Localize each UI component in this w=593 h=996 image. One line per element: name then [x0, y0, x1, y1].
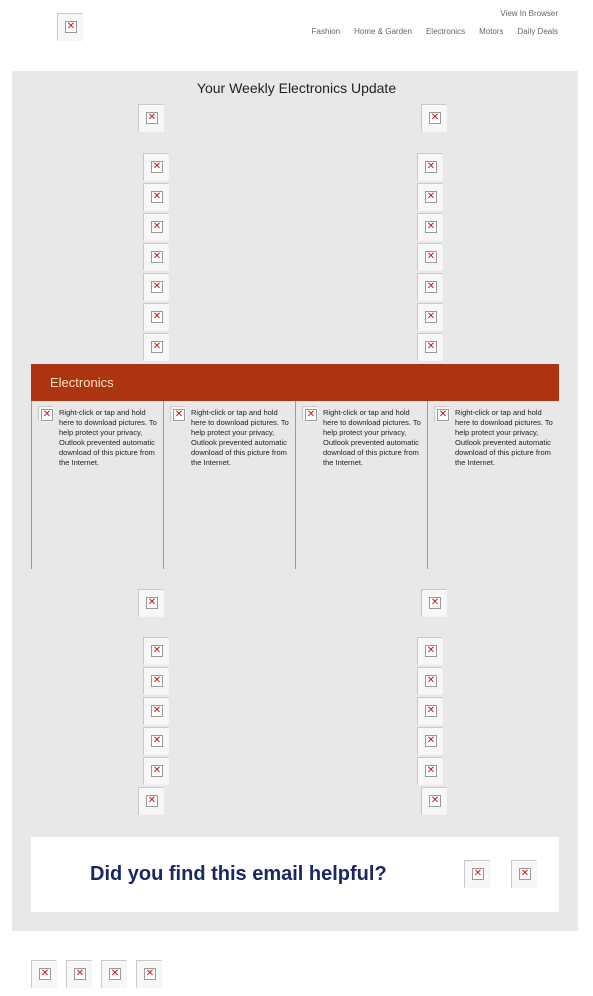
broken-image-icon: ✕: [426, 705, 436, 716]
broken-image-icon: ✕: [426, 191, 436, 202]
broken-image-icon: ✕: [430, 112, 440, 123]
feedback-question: Did you find this email helpful?: [90, 863, 387, 885]
broken-image-icon: ✕: [152, 765, 162, 776]
broken-image-icon: ✕: [66, 21, 76, 32]
blocked-image-text: Right-click or tap and hold here to download pictures. To help protect your privacy, Outlook prevented automatic download of this picture from the Internet.: [323, 408, 421, 467]
image-placeholder[interactable]: [143, 273, 169, 301]
product-columns: [31, 401, 559, 569]
image-placeholder[interactable]: [143, 757, 169, 785]
image-placeholder[interactable]: [143, 243, 169, 271]
broken-image-icon: ✕: [40, 968, 50, 979]
image-placeholder[interactable]: [417, 243, 443, 271]
image-placeholder[interactable]: [421, 787, 447, 815]
feedback-yes-button[interactable]: [464, 860, 490, 888]
footer-social-image[interactable]: [31, 960, 57, 988]
broken-image-icon: ✕: [152, 311, 162, 322]
broken-image-icon: ✕: [147, 597, 157, 608]
broken-image-icon: ✕: [152, 221, 162, 232]
product-column[interactable]: [427, 401, 559, 569]
image-placeholder[interactable]: [143, 667, 169, 695]
broken-image-icon: ✕: [42, 409, 52, 420]
broken-image-icon: ✕: [473, 868, 483, 879]
broken-image-icon: ✕: [306, 409, 316, 420]
image-placeholder[interactable]: [143, 213, 169, 241]
broken-image-icon: ✕: [426, 311, 436, 322]
broken-image-icon: ✕: [152, 735, 162, 746]
image-placeholder[interactable]: [143, 303, 169, 331]
nav-link-daily-deals[interactable]: Daily Deals: [517, 27, 558, 36]
category-banner: [31, 364, 559, 401]
image-placeholder[interactable]: [417, 183, 443, 211]
broken-image-icon: ✕: [438, 409, 448, 420]
broken-image-icon: ✕: [426, 735, 436, 746]
image-placeholder[interactable]: [138, 787, 164, 815]
blocked-image-placeholder[interactable]: [170, 406, 186, 422]
broken-image-icon: ✕: [426, 281, 436, 292]
nav-link-fashion[interactable]: Fashion: [311, 27, 341, 36]
image-placeholder[interactable]: [417, 637, 443, 665]
image-placeholder[interactable]: [417, 727, 443, 755]
broken-image-icon: ✕: [152, 191, 162, 202]
nav-link-electronics[interactable]: Electronics: [425, 27, 466, 36]
category-banner-label: Electronics: [50, 375, 114, 390]
broken-image-icon: ✕: [152, 161, 162, 172]
image-placeholder[interactable]: [143, 697, 169, 725]
top-nav: [312, 27, 558, 36]
image-placeholder[interactable]: [417, 273, 443, 301]
footer-social-image[interactable]: [136, 960, 162, 988]
image-placeholder[interactable]: [138, 589, 164, 617]
image-placeholder[interactable]: [421, 104, 447, 132]
blocked-image-placeholder[interactable]: [302, 406, 318, 422]
product-column[interactable]: [295, 401, 427, 569]
broken-image-icon: ✕: [430, 795, 440, 806]
view-in-browser-link[interactable]: View In Browser: [500, 9, 558, 18]
blocked-image-placeholder[interactable]: [38, 406, 54, 422]
image-placeholder[interactable]: [417, 333, 443, 361]
broken-image-icon: ✕: [426, 251, 436, 262]
blocked-image-placeholder[interactable]: [434, 406, 450, 422]
broken-image-icon: ✕: [152, 705, 162, 716]
broken-image-icon: ✕: [152, 675, 162, 686]
broken-image-icon: ✕: [110, 968, 120, 979]
broken-image-icon: ✕: [426, 221, 436, 232]
broken-image-icon: ✕: [426, 341, 436, 352]
logo-image[interactable]: [57, 13, 83, 41]
footer-social-image[interactable]: [66, 960, 92, 988]
feedback-no-button[interactable]: [511, 860, 537, 888]
broken-image-icon: ✕: [152, 251, 162, 262]
image-placeholder[interactable]: [143, 333, 169, 361]
broken-image-icon: ✕: [152, 281, 162, 292]
nav-link-home-garden[interactable]: Home & Garden: [354, 27, 412, 36]
image-placeholder[interactable]: [417, 757, 443, 785]
image-placeholder[interactable]: [143, 637, 169, 665]
broken-image-icon: ✕: [75, 968, 85, 979]
image-placeholder[interactable]: [417, 153, 443, 181]
image-placeholder[interactable]: [138, 104, 164, 132]
broken-image-icon: ✕: [147, 795, 157, 806]
image-placeholder[interactable]: [143, 183, 169, 211]
image-placeholder[interactable]: [417, 303, 443, 331]
image-placeholder[interactable]: [417, 667, 443, 695]
nav-link-motors[interactable]: Motors: [479, 27, 504, 36]
blocked-image-text: Right-click or tap and hold here to download pictures. To help protect your privacy, Outlook prevented automatic download of this picture from the Internet.: [59, 408, 157, 467]
page-title: Your Weekly Electronics Update: [196, 80, 397, 96]
image-placeholder[interactable]: [421, 589, 447, 617]
product-column[interactable]: [163, 401, 295, 569]
broken-image-icon: ✕: [426, 675, 436, 686]
broken-image-icon: ✕: [145, 968, 155, 979]
broken-image-icon: ✕: [426, 161, 436, 172]
image-placeholder[interactable]: [143, 153, 169, 181]
broken-image-icon: ✕: [520, 868, 530, 879]
broken-image-icon: ✕: [426, 645, 436, 656]
blocked-image-text: Right-click or tap and hold here to download pictures. To help protect your privacy, Outlook prevented automatic download of this picture from the Internet.: [455, 408, 553, 467]
image-placeholder[interactable]: [143, 727, 169, 755]
broken-image-icon: ✕: [147, 112, 157, 123]
broken-image-icon: ✕: [174, 409, 184, 420]
footer-social-image[interactable]: [101, 960, 127, 988]
broken-image-icon: ✕: [152, 645, 162, 656]
broken-image-icon: ✕: [152, 341, 162, 352]
broken-image-icon: ✕: [426, 765, 436, 776]
image-placeholder[interactable]: [417, 213, 443, 241]
broken-image-icon: ✕: [430, 597, 440, 608]
product-column[interactable]: [31, 401, 163, 569]
image-placeholder[interactable]: [417, 697, 443, 725]
blocked-image-text: Right-click or tap and hold here to download pictures. To help protect your privacy, Outlook prevented automatic download of this picture from the Internet.: [191, 408, 289, 467]
